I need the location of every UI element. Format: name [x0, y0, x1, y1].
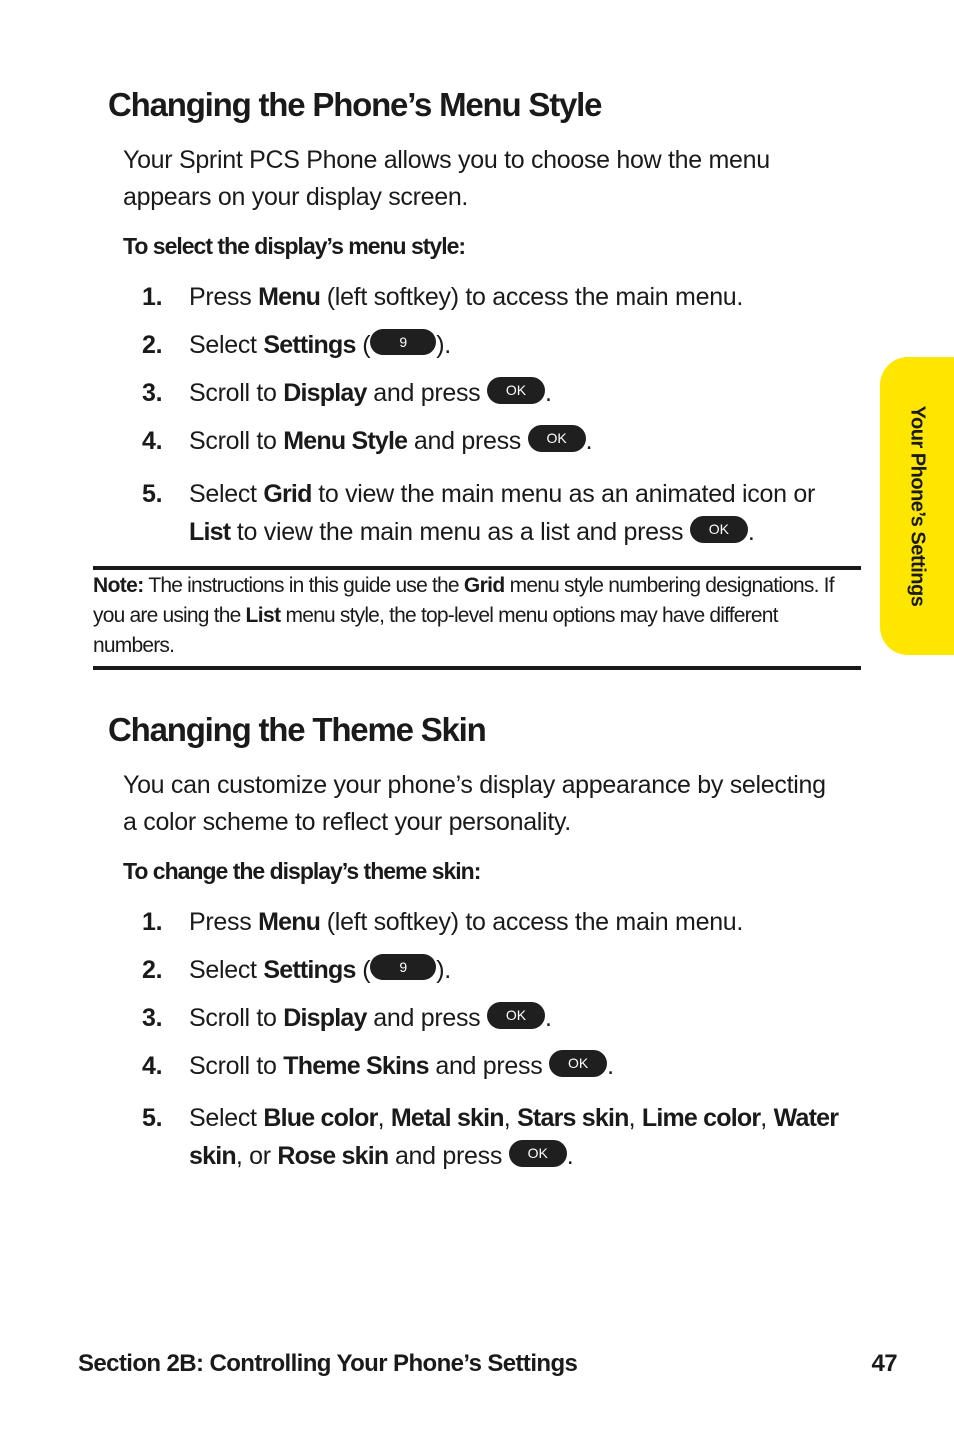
note-text: The instructions in this guide use the	[143, 574, 464, 597]
menu-term: Display	[283, 379, 367, 407]
step-text: and press	[388, 1142, 509, 1170]
step-text: (left softkey) to access the main menu.	[320, 908, 744, 936]
step-item	[142, 278, 852, 316]
step-text: Select	[189, 331, 264, 359]
note-label: Note:	[93, 574, 144, 597]
note-box	[93, 571, 863, 661]
section-intro: Your Sprint PCS Phone allows you to choose how the menu appears on your display screen.	[123, 146, 770, 211]
step-item	[142, 903, 852, 941]
menu-term: Menu	[258, 283, 321, 311]
step-text: Select	[189, 480, 264, 508]
skin-option: Water skin	[189, 1104, 839, 1170]
step-text: Select	[189, 1104, 264, 1132]
note-rule-bottom	[93, 666, 861, 670]
step-text: (	[355, 956, 371, 984]
step-item	[142, 374, 852, 412]
step-number: 2.	[142, 956, 163, 984]
step-text: .	[585, 427, 593, 455]
step-text: .	[566, 1142, 574, 1170]
menu-term: Display	[283, 1004, 367, 1032]
step-text: and press	[366, 379, 487, 407]
skin-option: Rose skin	[277, 1142, 389, 1170]
step-number: 5.	[142, 1104, 163, 1132]
step-text: Scroll to	[189, 427, 284, 455]
step-text: and press	[407, 427, 528, 455]
ok-key-icon: OK	[549, 1050, 607, 1077]
step-item	[142, 1099, 852, 1175]
step-item	[142, 475, 852, 551]
step-number: 1.	[142, 283, 163, 311]
skin-option: Stars skin	[517, 1104, 629, 1132]
step-number: 1.	[142, 908, 163, 936]
step-text: ,	[503, 1104, 518, 1132]
page-number: 47	[871, 1350, 897, 1377]
step-text: .	[747, 518, 755, 546]
menu-term: List	[189, 518, 231, 546]
note-term: List	[245, 604, 281, 627]
step-text: .	[545, 1004, 552, 1032]
menu-term: Theme Skins	[283, 1052, 429, 1080]
step-text: to view the main menu as an animated icon or	[311, 480, 815, 508]
step-text: , or	[235, 1142, 278, 1170]
step-text: (left softkey) to access the main menu.	[320, 283, 744, 311]
footer-section: Section 2B: Controlling Your Phone’s Settings	[78, 1350, 578, 1377]
ok-key-icon: OK	[509, 1140, 567, 1167]
step-item	[142, 951, 852, 989]
step-text: Scroll to	[189, 1052, 284, 1080]
steps-subheading: To change the display’s theme skin:	[123, 858, 481, 884]
menu-term: Settings	[263, 956, 356, 984]
step-text: and press	[366, 1004, 487, 1032]
step-text: ,	[760, 1104, 774, 1132]
side-tab-label: Your Phone’s Settings	[906, 405, 929, 607]
menu-term: Menu	[258, 908, 321, 936]
step-text: ).	[436, 331, 451, 359]
step-text: Press	[189, 283, 259, 311]
skin-option: Blue color	[263, 1104, 378, 1132]
step-number: 4.	[142, 1052, 163, 1080]
step-text: Press	[189, 908, 259, 936]
note-text: menu style, the top-level menu options may have different numbers.	[93, 604, 778, 657]
ok-key-icon: OK	[528, 425, 586, 452]
step-text: Scroll to	[189, 379, 284, 407]
skin-option: Metal skin	[390, 1104, 504, 1132]
side-tab	[880, 357, 954, 655]
skin-option: Lime color	[641, 1104, 761, 1132]
step-text: ).	[436, 956, 451, 984]
step-text: .	[607, 1052, 614, 1080]
step-text: and press	[428, 1052, 550, 1080]
step-item	[142, 999, 852, 1037]
step-text: (	[355, 331, 371, 359]
section-title-theme-skin: Changing the Theme Skin	[108, 711, 486, 748]
ok-key-icon: OK	[487, 377, 545, 404]
nine-key-icon: 9	[370, 329, 436, 355]
step-text: .	[545, 379, 552, 407]
step-item	[142, 1047, 852, 1085]
note-rule-top	[93, 566, 861, 570]
step-text: ,	[377, 1104, 391, 1132]
menu-term: Menu Style	[283, 427, 408, 455]
step-number: 3.	[142, 1004, 163, 1032]
ok-key-icon: OK	[690, 516, 748, 543]
note-term: Grid	[463, 574, 505, 597]
step-text: Select	[189, 956, 264, 984]
step-number: 2.	[142, 331, 163, 359]
step-number: 5.	[142, 480, 163, 508]
step-number: 4.	[142, 427, 163, 455]
step-text: ,	[628, 1104, 642, 1132]
step-text: Scroll to	[189, 1004, 284, 1032]
ok-key-icon: OK	[487, 1002, 545, 1029]
step-number: 3.	[142, 379, 163, 407]
section-title-menu-style: Changing the Phone’s Menu Style	[108, 86, 602, 123]
menu-term: Grid	[263, 480, 312, 508]
steps-subheading: To select the display’s menu style:	[123, 233, 466, 259]
menu-term: Settings	[263, 331, 356, 359]
note-text: menu style numbering designations. If you are using the	[93, 574, 834, 627]
step-item	[142, 326, 852, 364]
step-text: to view the main menu as a list and press	[230, 518, 690, 546]
section-intro: You can customize your phone’s display appearance by selecting a color scheme to reflect your personality.	[123, 771, 826, 836]
nine-key-icon: 9	[370, 954, 436, 980]
step-item	[142, 422, 852, 460]
